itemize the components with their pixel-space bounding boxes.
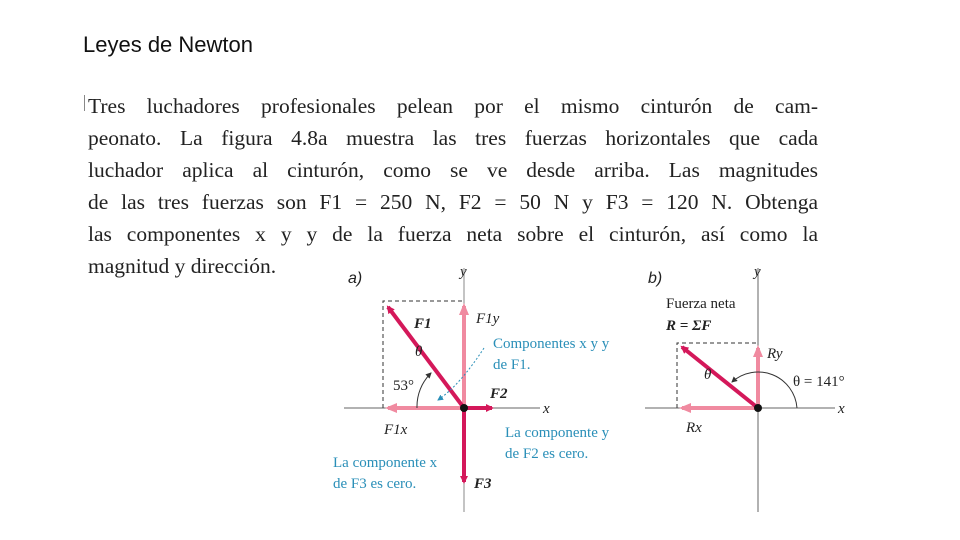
- theta-label: θ: [704, 367, 712, 383]
- paragraph-line: las componentes x y y de la fuerza neta sobre el cinturón, así como la: [88, 222, 818, 246]
- rx-label: Rx: [686, 420, 702, 436]
- angle-arc: [417, 373, 431, 408]
- x-axis-label: x: [838, 401, 845, 417]
- note-arrow: [438, 348, 484, 400]
- paragraph-line: magnitud y dirección.: [88, 254, 277, 278]
- f3-label: F3: [474, 476, 492, 492]
- note-f3-line1: La componente x: [333, 455, 438, 471]
- note-f2-line1: La componente y: [505, 425, 610, 441]
- paragraph-line: luchador aplica al cinturón, como se ve desde arriba. Las magnitudes: [88, 158, 818, 182]
- note-f1-line2: de F1.: [493, 357, 531, 373]
- slide-title: Leyes de Newton: [83, 32, 253, 57]
- figure-a-label: a): [348, 270, 363, 287]
- note-f3-line2: de F3 es cero.: [333, 476, 417, 492]
- figure-b-label: b): [648, 270, 663, 287]
- r-arrow: [682, 347, 758, 408]
- y-axis-label: y: [754, 264, 761, 280]
- figure-a: [333, 264, 610, 512]
- f1y-label: F1y: [476, 311, 500, 327]
- figure-b: [645, 264, 845, 512]
- angle-label: θ = 141°: [793, 374, 845, 390]
- angle-label: 53°: [393, 378, 414, 394]
- origin-point: [754, 404, 762, 412]
- note-f2-line2: de F2 es cero.: [505, 446, 589, 462]
- note-f1-line1: Componentes x y y: [493, 336, 610, 352]
- y-axis-label: y: [460, 264, 467, 280]
- belt-point: [460, 404, 468, 412]
- f1x-label: F1x: [384, 422, 408, 438]
- net-force-equation: R = ΣF: [666, 318, 712, 334]
- paragraph-line: de las tres fuerzas son F1 = 250 N, F2 = 50 N y F3 = 120 N. Obtenga: [88, 190, 818, 214]
- paragraph-line: peonato. La figura 4.8a muestra las tres fuerzas horizontales que cada: [88, 126, 818, 150]
- paragraph-line: Tres luchadores profesionales pelean por el mismo cinturón de cam-: [88, 94, 818, 118]
- net-force-label: Fuerza neta: [666, 296, 736, 312]
- f1-label: F1: [414, 316, 432, 332]
- angle-arc: [732, 372, 797, 408]
- x-axis-label: x: [543, 401, 550, 417]
- theta-label: θ: [415, 344, 423, 360]
- f2-label: F2: [490, 386, 508, 402]
- ry-label: Ry: [767, 346, 783, 362]
